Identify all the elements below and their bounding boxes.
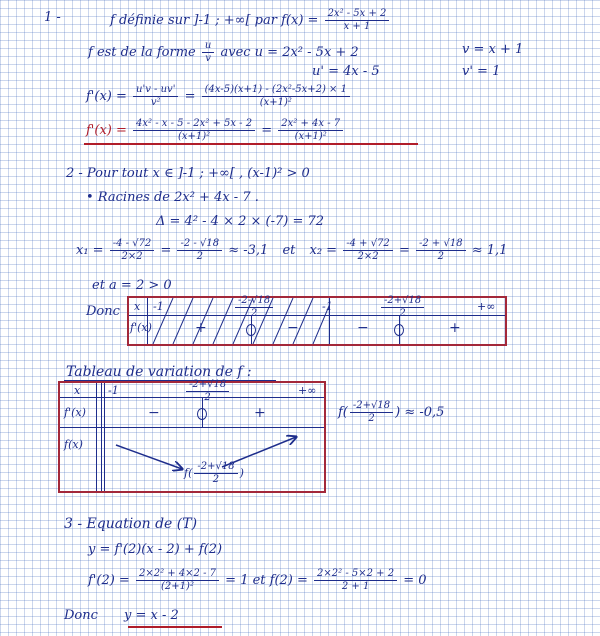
- equals: =: [398, 243, 410, 258]
- et-text: et: [282, 243, 296, 258]
- var-fpx-label: f'(x): [64, 406, 86, 419]
- sign-table-divider: [129, 315, 505, 316]
- zero-mark-1: [246, 324, 256, 336]
- underline-tangent: [128, 626, 222, 628]
- equals: =: [160, 243, 172, 258]
- v-prime: v' = 1: [462, 64, 501, 79]
- fraction-x1: $\frac{-4 - √72}{2\times 2}$: [110, 238, 155, 263]
- u-definition: avec u = 2x² - 5x + 2: [220, 45, 359, 60]
- fraction-developed: $\frac{\text{4x² - x - 5 - 2x² + 5x - 2}}{\text{(x+1)²}}$: [133, 118, 255, 143]
- tangent-mid-text: = 1 et f(2) =: [225, 573, 308, 588]
- var-min-value: f( $\frac{-2+√18}{2}$ ): [184, 461, 244, 485]
- var-minus: −: [148, 405, 160, 421]
- sign-minus-1: −: [287, 320, 299, 336]
- var-root: $\frac{-2+√18}{2}$: [184, 379, 231, 404]
- sign-fx-label: f'(x): [130, 321, 152, 334]
- form-text: f est de la forme: [88, 45, 196, 60]
- v-definition: v = x + 1: [462, 42, 524, 57]
- coefficient-a: et a = 2 > 0: [92, 278, 172, 293]
- tangent-equation: y = x - 2: [124, 608, 179, 623]
- part1-line2: [88, 40, 359, 65]
- fraction-expanded: $\frac{\text{(4x-5)(x+1) - (2x²-5x+2) × 1}}{\text{(x+1)²}}$: [202, 84, 350, 109]
- fprime2-label: f'(2) =: [88, 573, 130, 588]
- fraction-fprime2: $\frac{\text{2×2² + 4×2 - 7}}{\text{(2+1)²}}$: [136, 568, 219, 593]
- sign-root1: $\frac{-2-√18}{2}$: [233, 295, 275, 320]
- donc-label: Donc: [86, 304, 120, 319]
- u-prime: u' = 4x - 5: [312, 64, 380, 79]
- part2-line1: 2 - Pour tout x ∈ ]-1 ; +∞[ , (x-1)² > 0: [66, 166, 310, 181]
- sign-plus-2: +: [449, 320, 461, 336]
- sign-plus-1: +: [195, 320, 207, 336]
- tangent-values: [88, 568, 427, 593]
- var-inf: +∞: [298, 384, 317, 397]
- fraction-x2: $\frac{-4 + √72}{2\times 2}$: [343, 238, 393, 263]
- roots-line: [76, 238, 507, 263]
- equals: =: [184, 89, 196, 104]
- min-approx: f( $\frac{-2+√18}{2}$ ) ≈ -0,5: [338, 400, 445, 424]
- x1-label: x₁ =: [76, 243, 104, 258]
- fraction-uv: $\frac{u}{v}$: [202, 40, 214, 65]
- var-fx-label: f(x): [64, 438, 83, 451]
- sign-m1b: -1: [322, 300, 333, 313]
- x2-approx: ≈ 1,1: [471, 243, 508, 258]
- fraction-x2-simplified: $\frac{-2 + √18}{2}$: [416, 238, 466, 263]
- fraction-f: $\frac{\text{2x² - 5x + 2}}{x + 1}$: [325, 8, 390, 33]
- var-plus: +: [254, 405, 266, 421]
- variation-title: Tableau de variation de f :: [66, 364, 252, 380]
- underline-derivative: [84, 143, 418, 145]
- part1-number: 1 -: [44, 10, 61, 25]
- derivative-line1: [86, 84, 352, 109]
- fraction-x1-simplified: $\frac{-2 - √18}{2}$: [177, 238, 222, 263]
- line1-text: f définie sur ]-1 ; +∞[ par f(x) =: [110, 13, 319, 28]
- tangent-conclusion: [64, 608, 179, 624]
- equals: =: [261, 123, 273, 138]
- fraction-f2: $\frac{\text{2×2² - 5×2 + 2}}{2 + 1}$: [314, 568, 397, 593]
- fraction-result: $\frac{\text{2x² + 4x - 7}}{\text{(x+1)²}}$: [278, 118, 343, 143]
- sign-inf: +∞: [477, 300, 496, 313]
- part2-line2: • Racines de 2x² + 4x - 7 .: [86, 190, 259, 205]
- var-m1: -1: [108, 384, 119, 397]
- sign-root2: $\frac{-2+√18}{2}$: [379, 295, 426, 320]
- f2-result: = 0: [403, 573, 427, 588]
- var-x-label: x: [74, 384, 81, 397]
- discriminant: Δ = 4² - 4 × 2 × (-7) = 72: [156, 214, 325, 229]
- part3-title: 3 - Equation de (T): [64, 516, 198, 532]
- sign-x-label: x: [134, 300, 141, 313]
- derivative-line2: [86, 118, 345, 143]
- x1-approx: ≈ -3,1: [228, 243, 269, 258]
- fprime-label-red: f'(x) =: [86, 123, 127, 138]
- sign-table: [127, 296, 507, 346]
- zero-mark-2: [394, 324, 404, 336]
- tangent-formula: y = f'(2)(x - 2) + f(2): [88, 542, 223, 557]
- x2-label: x₂ =: [309, 243, 338, 258]
- donc-text: Donc: [64, 608, 98, 623]
- fprime-label: f'(x) =: [86, 89, 127, 104]
- variation-table: [58, 381, 326, 493]
- fraction-quotient-rule: $\frac{u'v - uv'}{\text{v²}}$: [133, 84, 178, 109]
- part1-line1: [110, 8, 391, 33]
- sign-minus-2: −: [357, 320, 369, 336]
- sign-m1: -1: [153, 300, 164, 313]
